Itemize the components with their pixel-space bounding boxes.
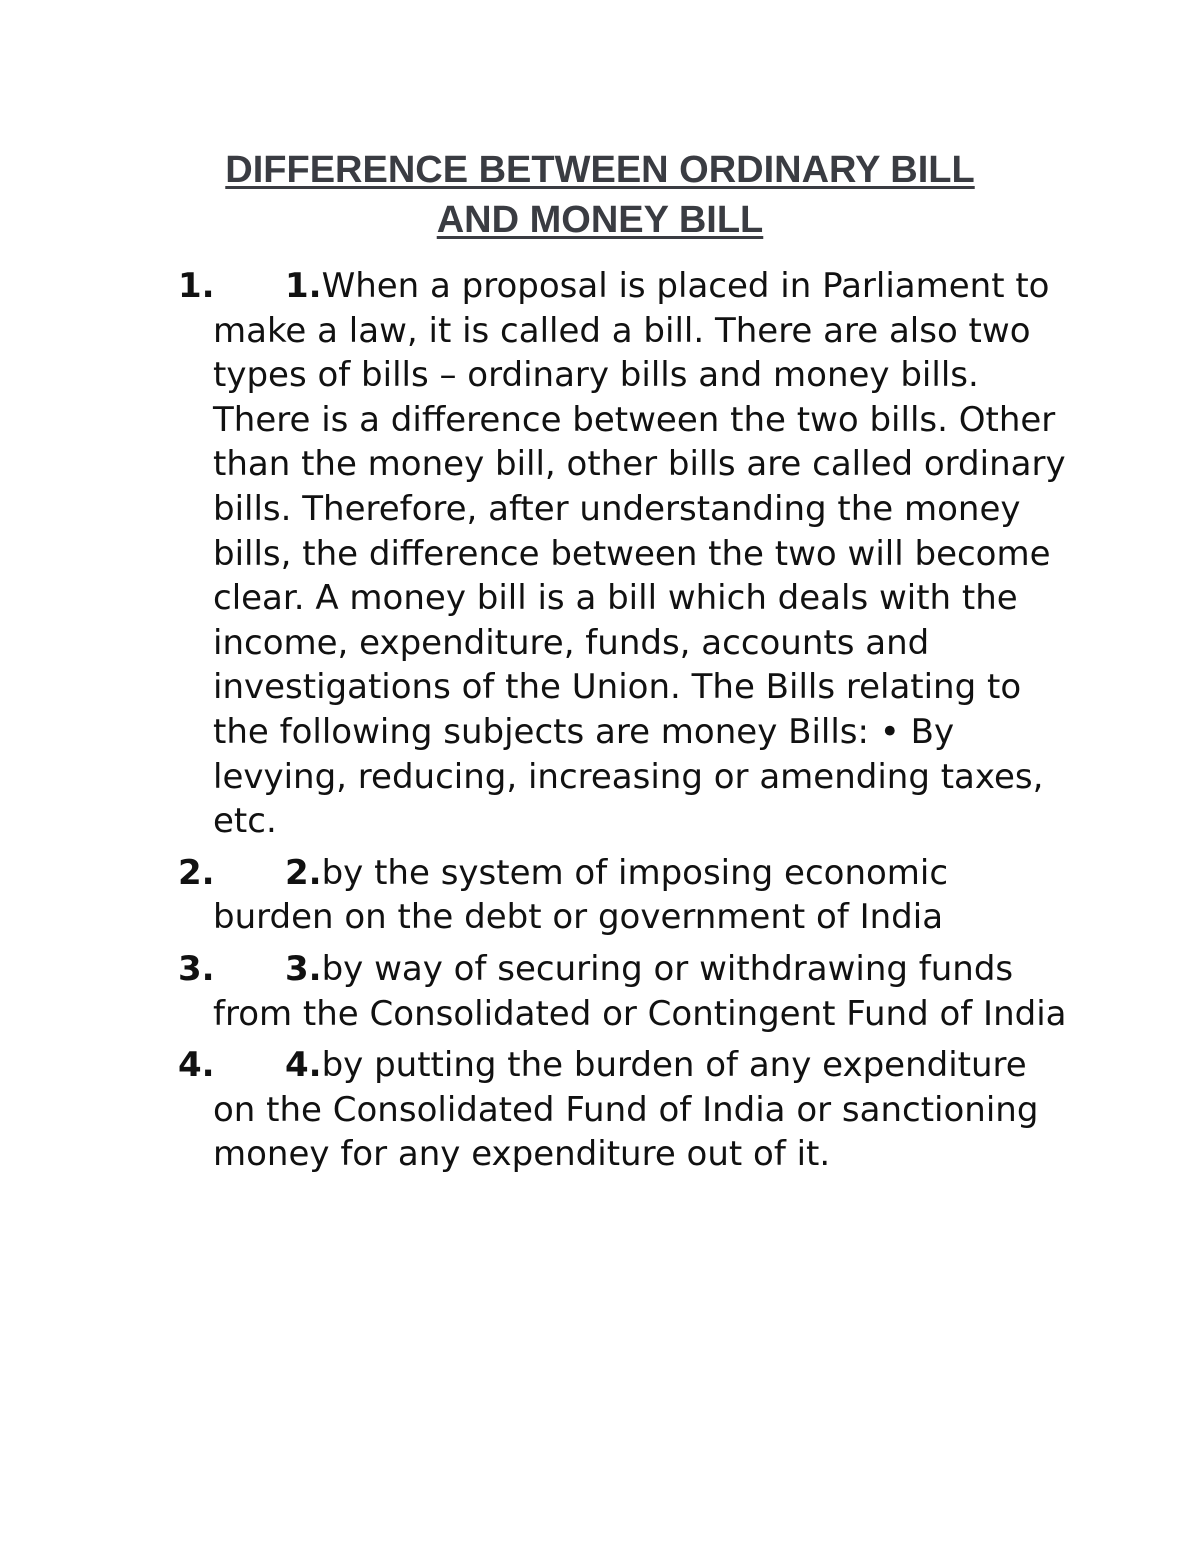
inner-number: 2. bbox=[285, 852, 322, 893]
bill-difference-list bbox=[178, 264, 1078, 1184]
inner-number: 4. bbox=[285, 1045, 322, 1086]
list-number: 1. bbox=[178, 266, 215, 306]
inner-number: 3. bbox=[285, 948, 322, 989]
list-item-text: by the system of imposing economic burden on the debt or government of India bbox=[213, 852, 949, 938]
list-item-2 bbox=[178, 851, 1078, 940]
list-number: 4. bbox=[178, 1045, 215, 1086]
title-line-2: AND MONEY BILL bbox=[436, 199, 764, 241]
list-item-1 bbox=[178, 264, 1078, 844]
title-line-1: DIFFERENCE BETWEEN ORDINARY BILL bbox=[225, 149, 975, 191]
document-title bbox=[150, 145, 1050, 245]
list-item-text: by way of securing or withdrawing funds from the Consolidated or Contingent Fund of India bbox=[213, 948, 1067, 1034]
list-item-text: by putting the burden of any expenditure on the Consolidated Fund of India or sanctioning money for any expenditure out of it. bbox=[213, 1045, 1039, 1175]
list-item-text: When a proposal is placed in Parliament to make a law, it is called a bill. There are also two types of bills – ordinary bills and money bills. There is a difference between the two bills. Other than the money bill, other bills are called ordinary bills. Therefore, after understanding the money bills, the difference between the two will become clear. A money bill is a bill which deals with the income, expenditure, funds, accounts and investigations of the Union. The Bills relating to the following subjects are money Bills: • By levying, reducing, increasing or amending taxes, etc. bbox=[213, 266, 1066, 842]
list-item-3 bbox=[178, 947, 1078, 1036]
list-number: 2. bbox=[178, 852, 215, 893]
list-item-4 bbox=[178, 1043, 1078, 1177]
inner-number: 1. bbox=[285, 266, 322, 306]
list-number: 3. bbox=[178, 948, 215, 989]
